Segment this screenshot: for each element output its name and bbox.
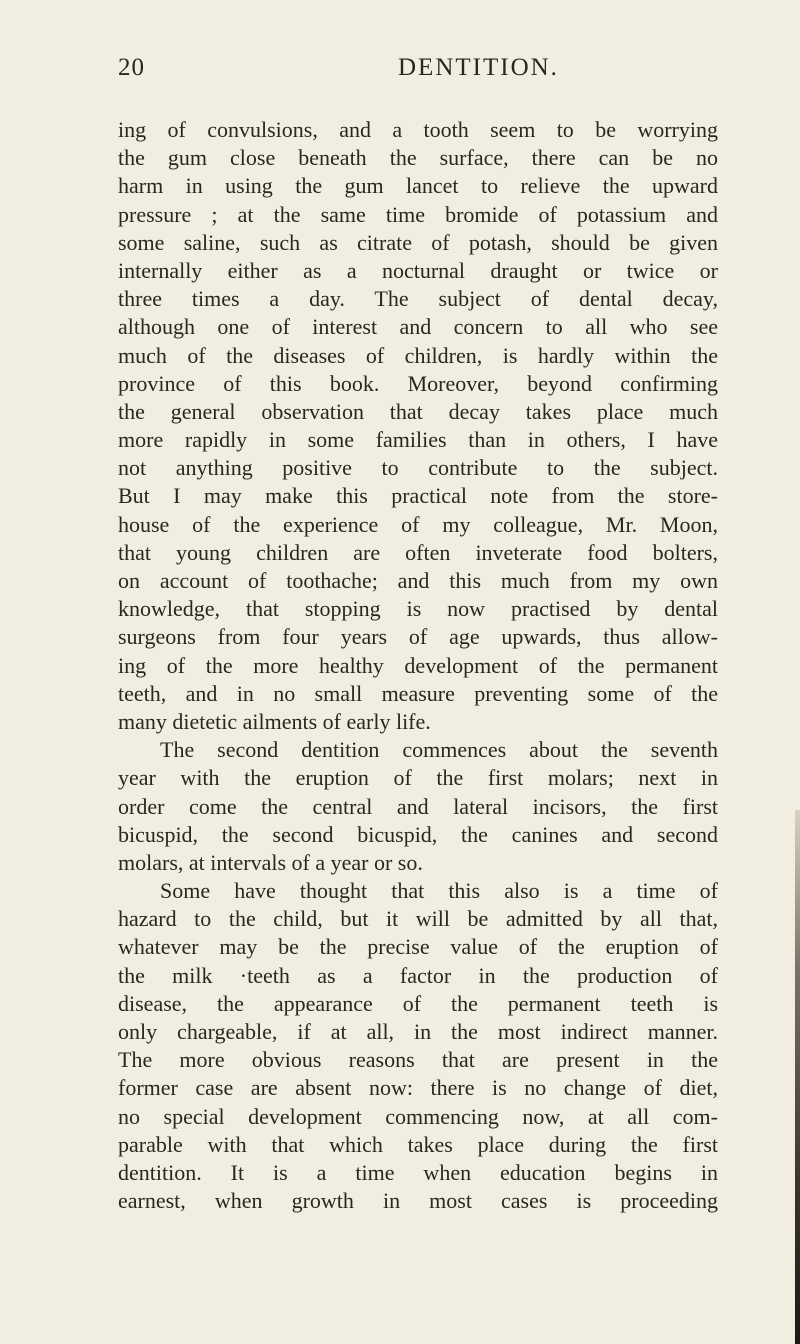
text-line: the milk ·teeth as a factor in the production of: [118, 962, 718, 988]
text-line: only chargeable, if at all, in the most indirect manner.: [118, 1019, 718, 1044]
running-title: DENTITION.: [398, 54, 559, 81]
text-line: much of the diseases of children, is hardly within the: [118, 342, 718, 368]
text-line: on account of toothache; and this much from my own: [118, 568, 718, 593]
text-line: no special development commencing now, at all com-: [118, 1103, 718, 1129]
text-line: dentition. It is a time when education begins in: [118, 1159, 718, 1185]
paragraph-start-line: The second dentition commences about the seventh: [160, 737, 718, 763]
text-line: although one of interest and concern to all who see: [118, 314, 718, 340]
page-number: 20: [118, 54, 145, 81]
paragraph-start-line: Some have thought that this also is a time of: [160, 878, 718, 904]
text-line: house of the experience of my colleague, Mr. Moon,: [118, 511, 718, 537]
running-head: [118, 54, 718, 84]
text-line: ing of convulsions, and a tooth seem to be worrying: [118, 117, 718, 142]
text-line: knowledge, that stopping is now practised by dental: [118, 596, 718, 622]
text-line: teeth, and in no small measure preventing some of the: [118, 680, 718, 706]
text-line: order come the central and lateral incisors, the first: [118, 793, 718, 819]
text-line: year with the eruption of the first molars; next in: [118, 765, 718, 791]
text-line: disease, the appearance of the permanent teeth is: [118, 990, 718, 1016]
text-line: whatever may be the precise value of the eruption of: [118, 934, 718, 960]
text-line: more rapidly in some families than in others, I have: [118, 427, 718, 453]
text-line: not anything positive to contribute to the subject.: [118, 455, 718, 481]
text-line: earnest, when growth in most cases is proceeding: [118, 1188, 718, 1214]
text-line: harm in using the gum lancet to relieve the upward: [118, 173, 718, 199]
text-line: former case are absent now: there is no change of diet,: [118, 1075, 718, 1101]
text-line: the general observation that decay takes place much: [118, 398, 718, 424]
text-line: But I may make this practical note from the store-: [118, 483, 718, 509]
text-line: province of this book. Moreover, beyond confirming: [118, 370, 718, 396]
text-line: the gum close beneath the surface, there can be no: [118, 145, 718, 171]
text-line: that young children are often inveterate food bolters,: [118, 539, 718, 565]
body-text: [118, 116, 718, 1215]
paragraph-end-line: molars, at intervals of a year or so.: [118, 849, 423, 875]
text-line: bicuspid, the second bicuspid, the canines and second: [118, 821, 718, 847]
paragraph-end-line: many dietetic ailments of early life.: [118, 708, 431, 734]
text-line: The more obvious reasons that are present in the: [118, 1047, 718, 1073]
text-line: ing of the more healthy development of the permanent: [118, 652, 718, 678]
text-line: surgeons from four years of age upwards, thus allow-: [118, 624, 718, 650]
text-line: internally either as a nocturnal draught or twice or: [118, 257, 718, 283]
text-line: pressure ; at the same time bromide of potassium and: [118, 201, 718, 227]
page-edge-shadow: [795, 810, 800, 1344]
text-line: some saline, such as citrate of potash, should be given: [118, 229, 718, 255]
text-line: parable with that which takes place during the first: [118, 1131, 718, 1157]
text-line: three times a day. The subject of dental decay,: [118, 286, 718, 312]
text-line: hazard to the child, but it will be admitted by all that,: [118, 906, 718, 932]
